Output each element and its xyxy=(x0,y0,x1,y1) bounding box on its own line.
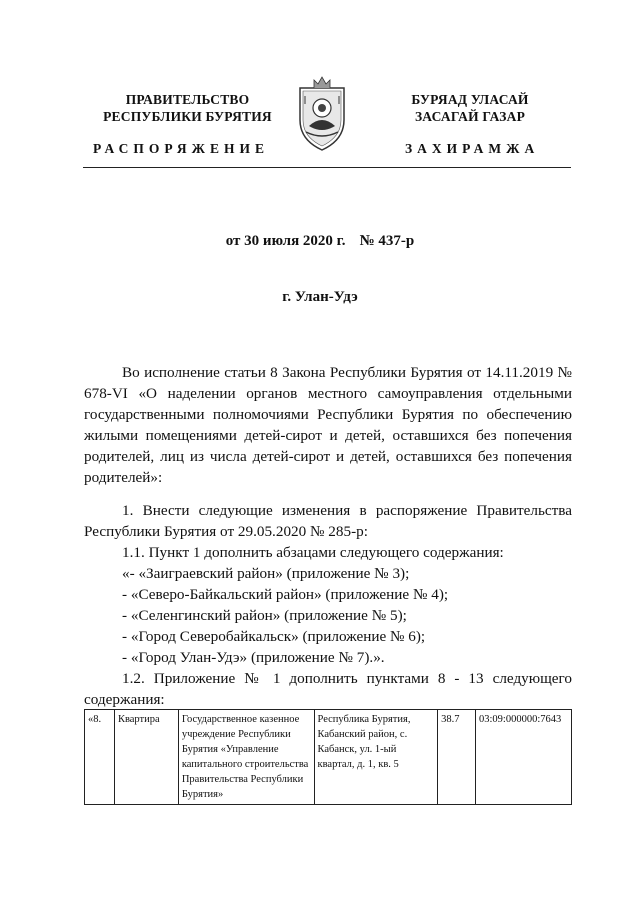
header-divider xyxy=(83,167,571,168)
property-table xyxy=(84,709,572,805)
point-1: 1. Внести следующие изменения в распоряжение Правительства Республики Бурятия от 29.05.2020 № 285-р: xyxy=(84,502,572,540)
point-1-1: 1.1. Пункт 1 дополнить абзацами следующего содержания: xyxy=(122,544,504,561)
org-name-bur-line2: ЗАСАГАЙ ГАЗАР xyxy=(414,109,526,124)
list-item: - «Северо-Байкальский район» (приложение № 4); xyxy=(122,586,449,603)
list-item: - «Селенгинский район» (приложение № 5); xyxy=(122,607,407,624)
org-name-bur-line1: БУРЯАД УЛАСАЙ xyxy=(411,92,529,107)
doc-type-ru: РАСПОРЯЖЕНИЕ xyxy=(93,141,270,156)
table-row xyxy=(85,710,572,805)
doc-type-bur: ЗАХИРАМЖА xyxy=(405,141,540,156)
order-date-number xyxy=(0,233,640,250)
header-left xyxy=(95,91,280,125)
order-number: № 437-р xyxy=(359,233,415,249)
list-item: - «Город Северобайкальск» (приложение № 6); xyxy=(122,628,426,645)
org-name-ru-line2: РЕСПУБЛИКИ БУРЯТИЯ xyxy=(103,109,272,124)
list-item: «- «Заиграевский район» (приложение № 3); xyxy=(122,565,410,582)
cell-address: Республика Бурятия, Кабанский район, с. Кабанск, ул. 1-ый квартал, д. 1, кв. 5 xyxy=(314,710,438,805)
list-item: - «Город Улан-Удэ» (приложение № 7).». xyxy=(122,649,385,666)
point-1-2: 1.2. Приложение № 1 дополнить пунктами 8 - 13 следующего содержания: xyxy=(84,670,572,708)
coat-of-arms-icon xyxy=(296,74,348,152)
cell-type: Квартира xyxy=(114,710,178,805)
intro-paragraph: Во исполнение статьи 8 Закона Республики Бурятия от 14.11.2019 № 678-VI «О наделении органов местного самоуправления отдельными государственными полномочиями Республики Бурятия по обеспечению жилыми помещениями детей-сирот и детей, оставшихся без попечения родителей, лиц из числа детей-сирот и детей, оставшихся без попечения родителей»: xyxy=(84,364,572,486)
order-city: г. Улан-Удэ xyxy=(282,289,358,305)
header-right xyxy=(385,91,555,125)
cell-area: 38.7 xyxy=(438,710,476,805)
order-points xyxy=(84,500,572,710)
cell-cadastral: 03:09:000000:7643 xyxy=(476,710,572,805)
cell-owner: Государственное казенное учреждение Республики Бурятия «Управление капитального строительства Правительства Республики Бурятия» xyxy=(178,710,314,805)
org-name-ru-line1: ПРАВИТЕЛЬСТВО xyxy=(125,92,250,107)
order-date: от 30 июля 2020 г. xyxy=(225,233,346,249)
cell-num: «8. xyxy=(85,710,115,805)
